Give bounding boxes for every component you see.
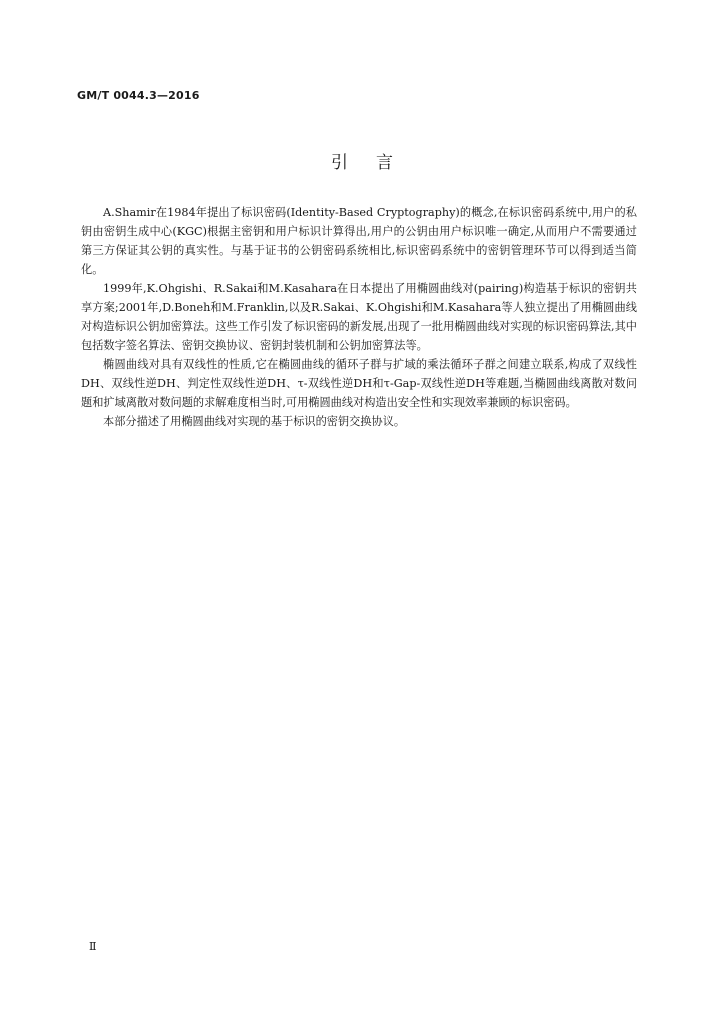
body-text	[81, 203, 637, 431]
paragraph-1: A.Shamir在1984年提出了标识密码(Identity-Based Cryptography)的概念,在标识密码系统中,用户的私钥由密钥生成中心(KGC)根据主密钥和用户标识计算得出,用户的公钥由用户标识唯一确定,从而用户不需要通过第三方保证其公钥的真实性。与基于证书的公钥密码系统相比,标识密码系统中的密钥管理环节可以得到适当简化。	[81, 206, 637, 276]
paragraph-4: 本部分描述了用椭圆曲线对实现的基于标识的密钥交换协议。	[103, 415, 406, 428]
paragraph-2: 1999年,K.Ohgishi、R.Sakai和M.Kasahara在日本提出了用椭圆曲线对(pairing)构造基于标识的密钥共享方案;2001年,D.Boneh和M.Franklin,以及R.Sakai、K.Ohgishi和M.Kasahara等人独立提出了用椭圆曲线对构造标识公钥加密算法。这些工作引发了标识密码的新发展,出现了一批用椭圆曲线对实现的标识密码算法,其中包括数字签名算法、密钥交换协议、密钥封装机制和公钥加密算法等。	[81, 282, 637, 352]
page-title: 引言	[331, 153, 421, 173]
paragraph-3: 椭圆曲线对具有双线性的性质,它在椭圆曲线的循环子群与扩域的乘法循环子群之间建立联系,构成了双线性DH、双线性逆DH、判定性双线性逆DH、τ-双线性逆DH和τ-Gap-双线性逆DH等难题,当椭圆曲线离散对数问题和扩域离散对数问题的求解难度相当时,可用椭圆曲线对构造出安全性和实现效率兼顾的标识密码。	[81, 358, 637, 409]
standard-code: GM/T 0044.3—2016	[77, 89, 200, 102]
page-number: Ⅱ	[89, 940, 97, 953]
